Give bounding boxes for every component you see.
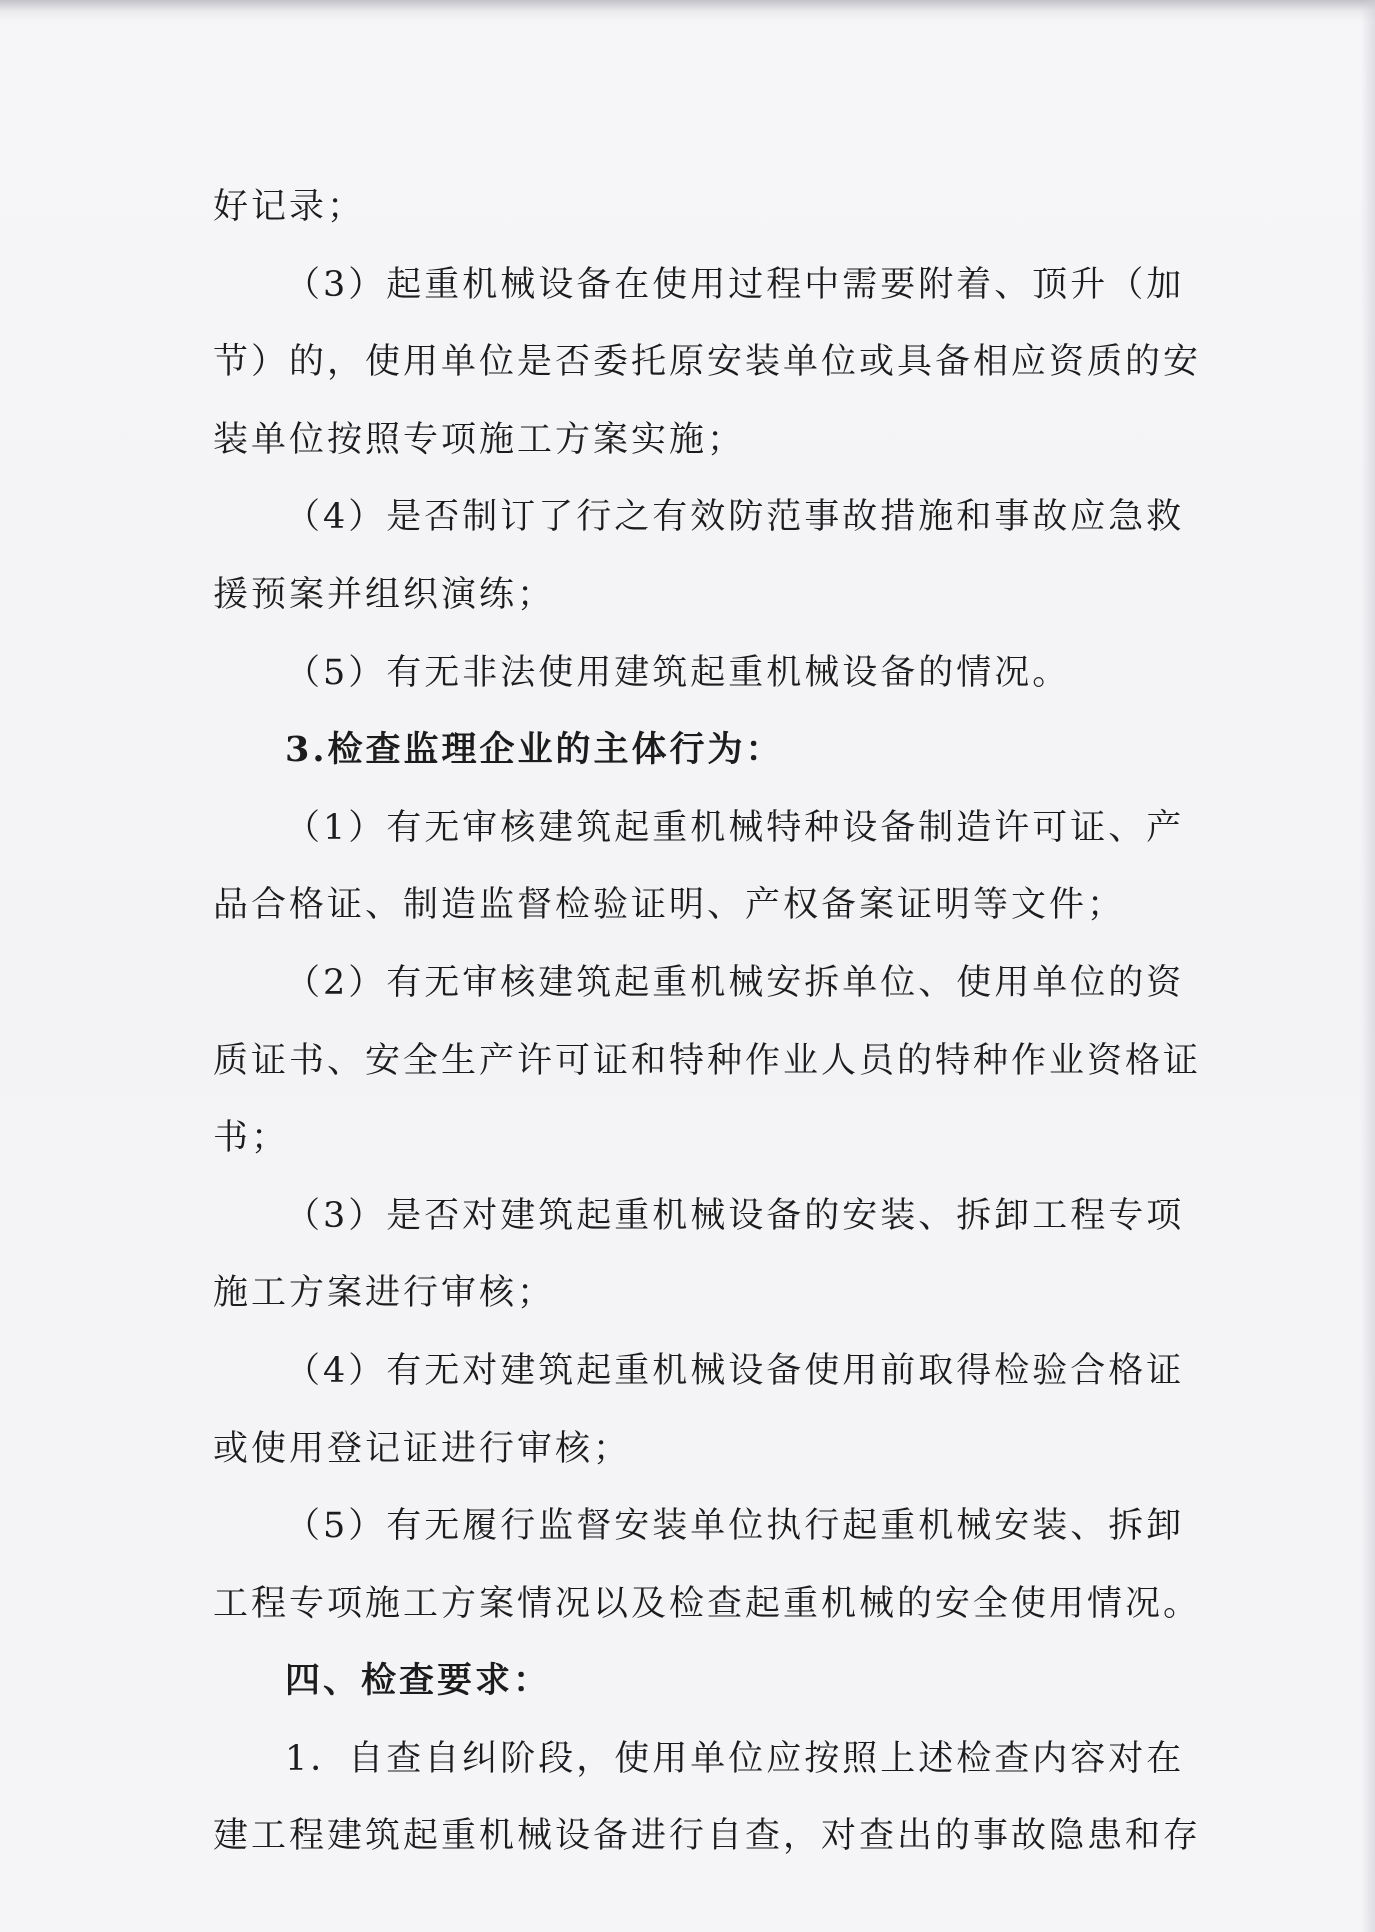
text-line: 质证书、安全生产许可证和特种作业人员的特种作业资格证	[213, 1040, 1202, 1081]
text-line: 1．自查自纠阶段，使用单位应按照上述检查内容对在	[285, 1738, 1185, 1779]
text-line: （3）起重机械设备在使用过程中需要附着、顶升（加	[285, 264, 1185, 305]
text-line: 工程专项施工方案情况以及检查起重机械的安全使用情况。	[213, 1583, 1202, 1624]
scan-right-edge	[1361, 0, 1375, 1932]
text-line: 建工程建筑起重机械设备进行自查，对查出的事故隐患和存	[213, 1816, 1202, 1857]
text-line: 援预案并组织演练；	[213, 574, 556, 615]
text-line: （4）是否制订了行之有效防范事故措施和事故应急救	[285, 497, 1185, 538]
text-line: （3）是否对建筑起重机械设备的安装、拆卸工程专项	[285, 1195, 1185, 1236]
text-line: 施工方案进行审核；	[213, 1273, 556, 1314]
section-heading: 3.检查监理企业的主体行为：	[285, 729, 784, 771]
text-line: （1）有无审核建筑起重机械特种设备制造许可证、产	[285, 807, 1185, 848]
text-line: （5）有无履行监督安装单位执行起重机械安装、拆卸	[285, 1506, 1185, 1547]
text-line: 好记录；	[213, 187, 366, 227]
text-line: 或使用登记证进行审核；	[213, 1428, 632, 1469]
text-line: 装单位按照专项施工方案实施；	[213, 419, 746, 460]
text-line: 节）的，使用单位是否委托原安装单位或具备相应资质的安	[213, 342, 1202, 383]
text-line: （4）有无对建筑起重机械设备使用前取得检验合格证	[285, 1350, 1185, 1391]
document-body	[213, 180, 1202, 1887]
text-line: （2）有无审核建筑起重机械安拆单位、使用单位的资	[285, 962, 1185, 1003]
text-line: 书；	[213, 1118, 290, 1159]
scan-top-shadow	[0, 0, 1375, 22]
text-line: 品合格证、制造监督检验证明、产权备案证明等文件；	[213, 885, 1126, 926]
text-line: （5）有无非法使用建筑起重机械设备的情况。	[285, 652, 1071, 693]
section-heading: 四、检查要求：	[285, 1660, 552, 1702]
